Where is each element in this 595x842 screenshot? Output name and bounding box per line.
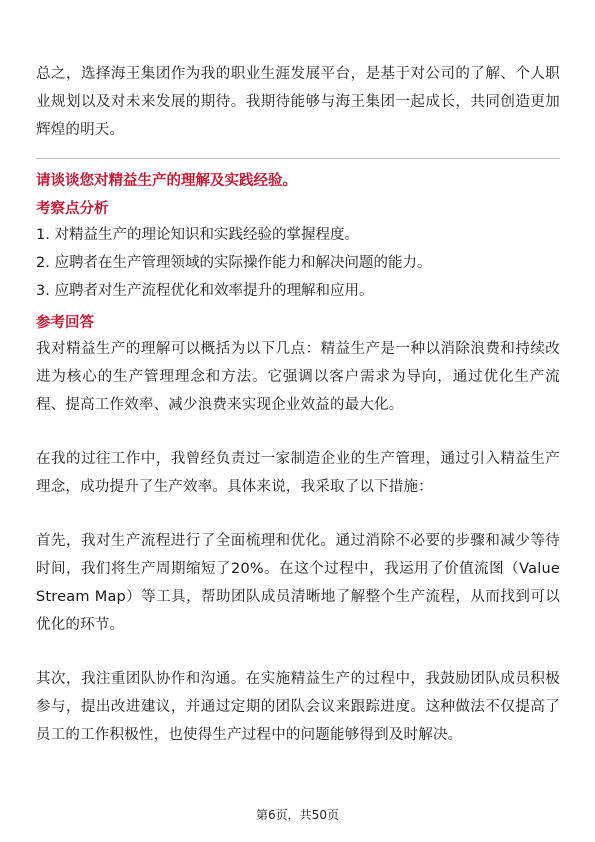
answer-paragraph: 首先，我对生产流程进行了全面梳理和优化。通过消除不必要的步骤和减少等待时间，我们将生产周期缩短了20%。在这个过程中，我运用了价值流图（Value Stream Map）等工具，帮助团队成员清晰地了解整个生产流程，从而找到可以优化的环节。 — [36, 533, 560, 633]
answer-paragraph: 在我的过往工作中，我曾经负责过一家制造企业的生产管理，通过引入精益生产理念，成功提升了生产效率。具体来说，我采取了以下措施： — [36, 451, 560, 495]
answer-paragraph: 其次，我注重团队协作和沟通。在实施精益生产的过程中，我鼓励团队成员积极参与，提出改进建议，并通过定期的团队会议来跟踪进度。这种做法不仅提高了员工的工作积极性，也使得生产过程中的问题能够得到及时解决。 — [36, 671, 560, 743]
intro-paragraph: 总之，选择海王集团作为我的职业生涯发展平台，是基于对公司的了解、个人职业规划以及对未来发展的期待。我期待能够与海王集团一起成长，共同创造更加辉煌的明天。 — [36, 66, 560, 138]
page-content — [36, 60, 560, 749]
answer-label: 参考回答 — [36, 315, 94, 331]
analysis-point: 1. 对精益生产的理论知识和实践经验的掌握程度。 — [36, 227, 359, 243]
analysis-list — [36, 221, 560, 305]
question-heading: 请谈谈您对精益生产的理解及实践经验。 — [36, 173, 297, 189]
analysis-point: 3. 应聘者对生产流程优化和效率提升的理解和应用。 — [36, 283, 374, 299]
analysis-point: 2. 应聘者在生产管理领域的实际操作能力和解决问题的能力。 — [36, 255, 432, 271]
answer-paragraph: 我对精益生产的理解可以概括为以下几点：精益生产是一种以消除浪费和持续改进为核心的生产管理理念和方法。它强调以客户需求为导向，通过优化生产流程、提高工作效率、减少浪费来实现企业效益的最大化。 — [36, 341, 560, 413]
analysis-label: 考察点分析 — [36, 201, 109, 217]
paragraph-gap — [36, 501, 560, 527]
section-divider — [36, 158, 560, 159]
paragraph-gap — [36, 419, 560, 445]
page-number: 第6页，共50页 — [256, 808, 339, 822]
paragraph-gap — [36, 639, 560, 665]
